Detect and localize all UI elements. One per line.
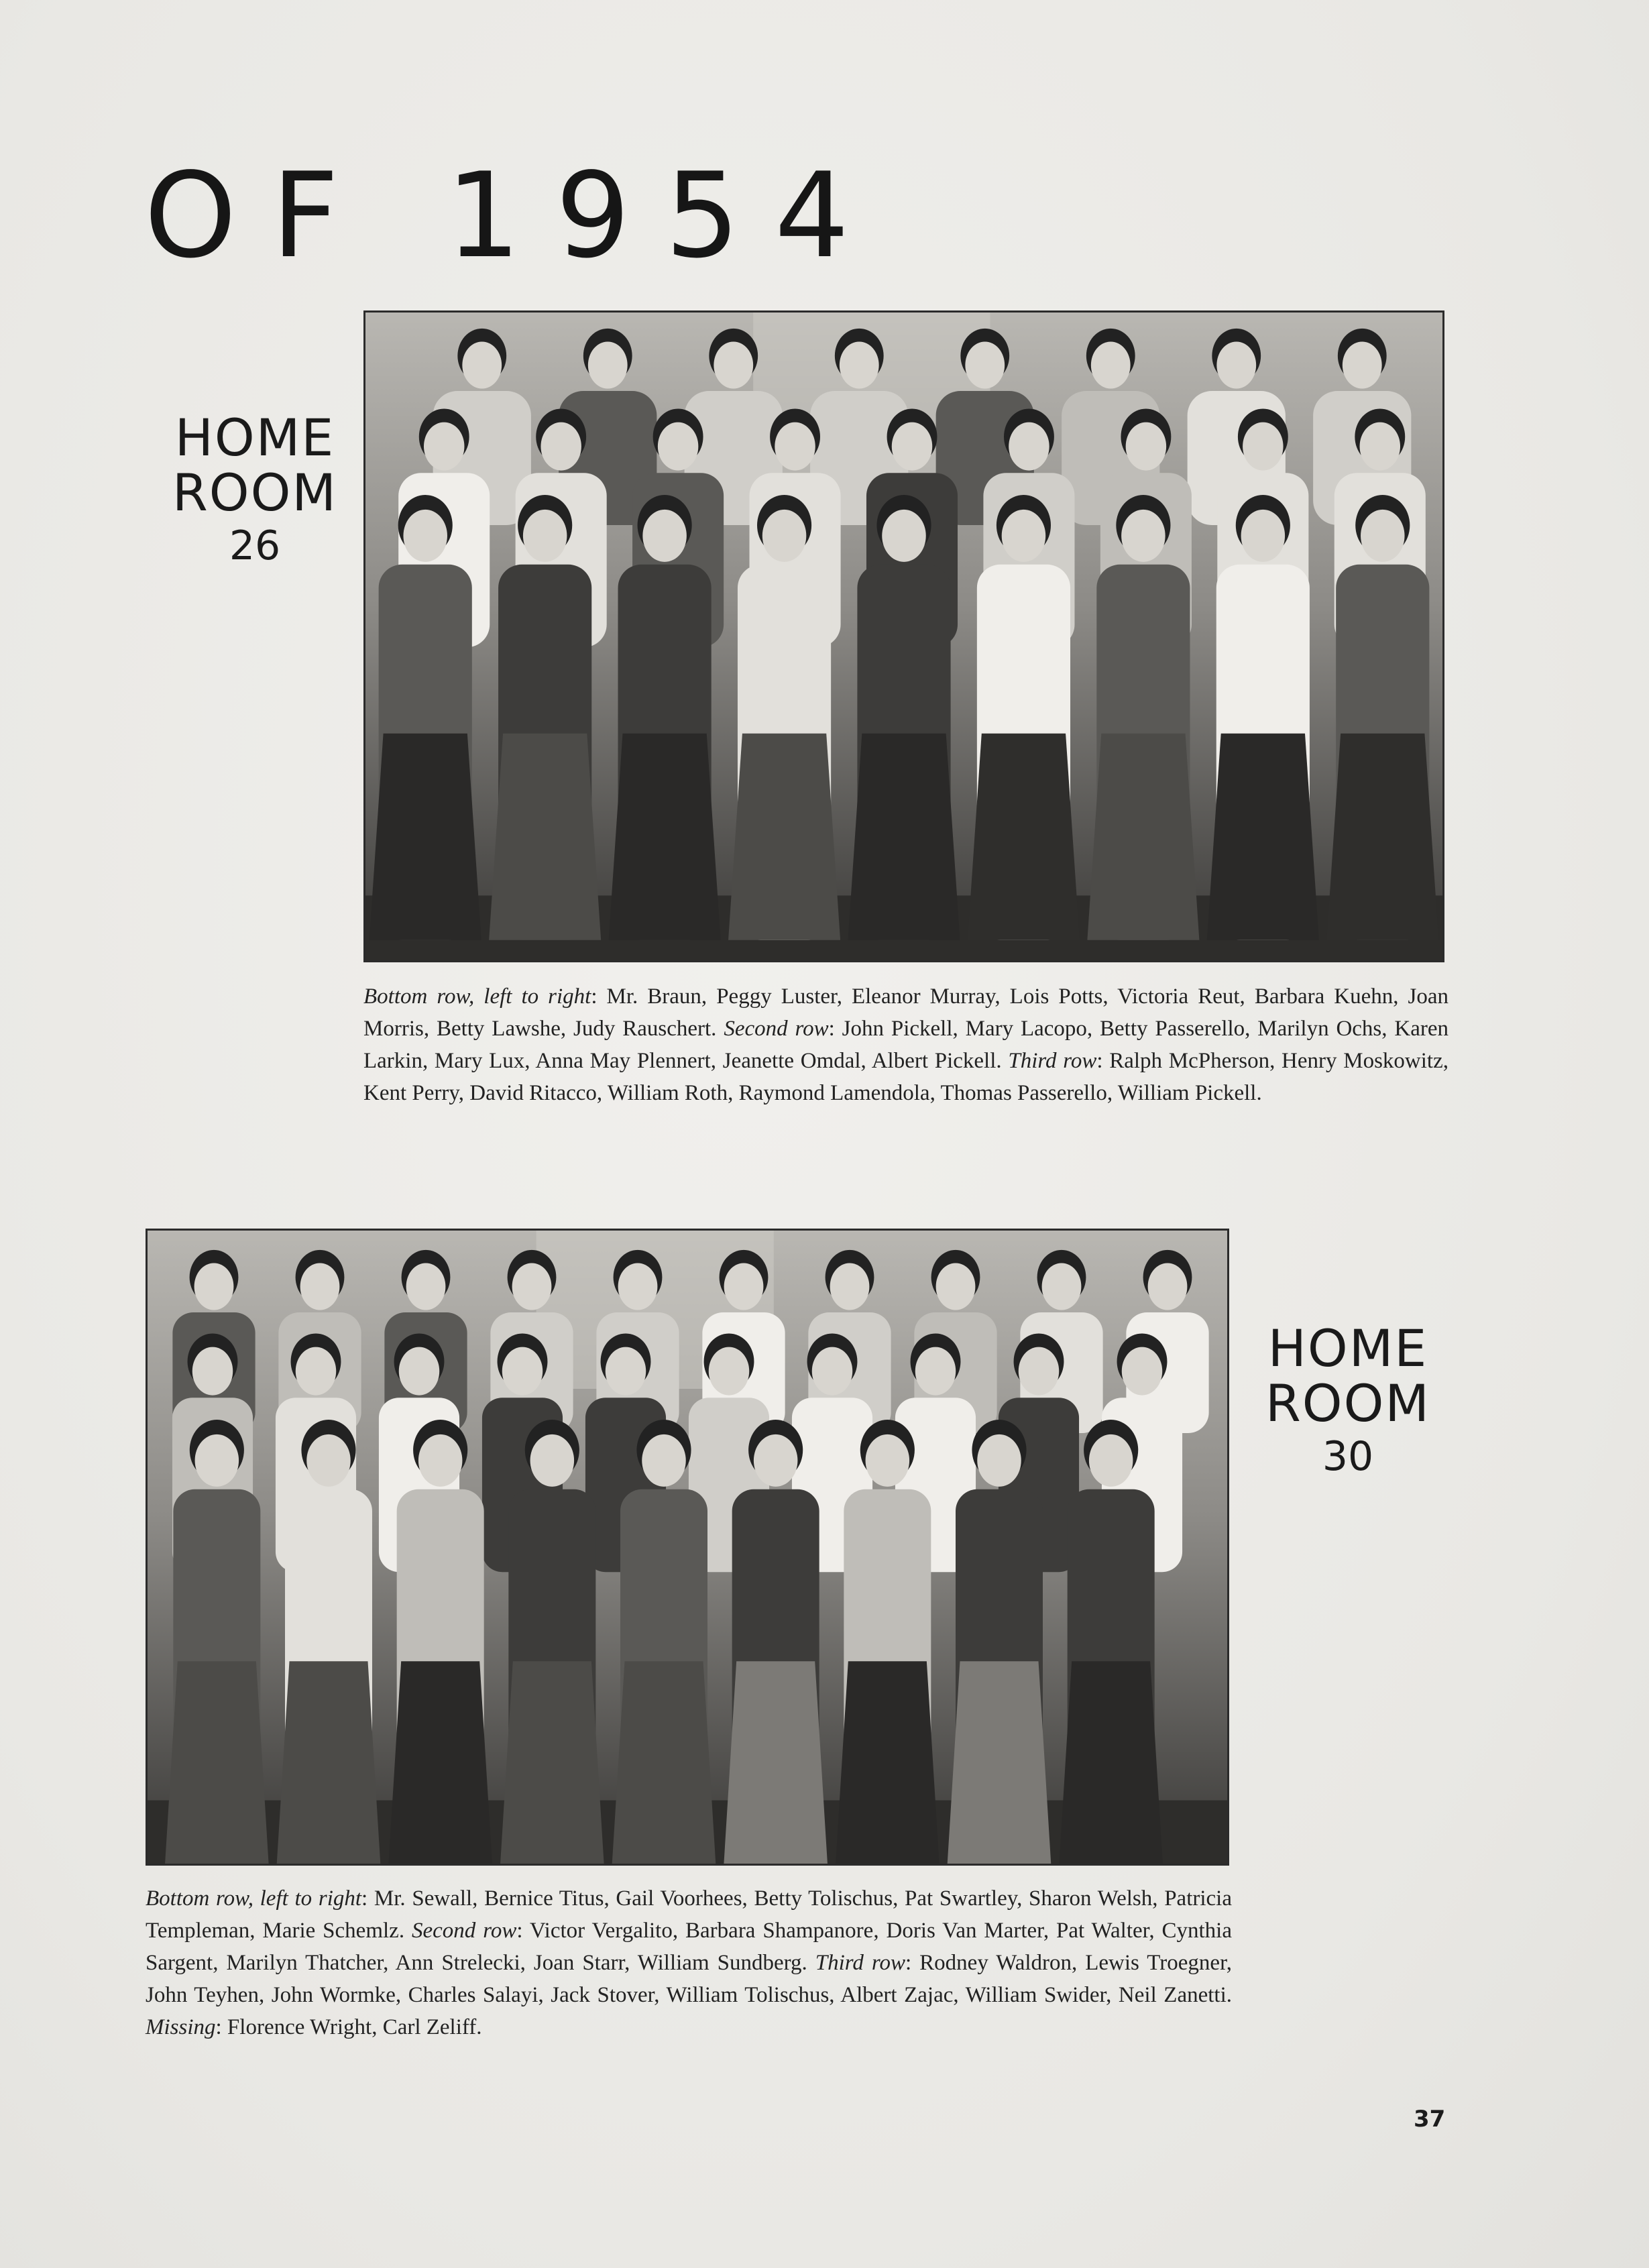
caption-row-label: Third row: [1008, 1049, 1097, 1073]
caption-names: : Mr. Braun, Peggy Luster, Eleanor Murray, Lois Potts, Victoria Reut, Barbara Kuehn, Joan Morris, Betty Lawshe, Judy Rauschert.: [363, 984, 1448, 1041]
caption-row-label: Second row: [412, 1919, 517, 1943]
homeroom-30-caption: [146, 1882, 1232, 2043]
caption-names: : Mr. Sewall, Bernice Titus, Gail Voorhees, Betty Tolischus, Pat Swartley, Sharon Welsh, Patricia Templeman, Marie Schemlz.: [146, 1886, 1232, 1943]
caption-names: : John Pickell, Mary Lacopo, Betty Passerello, Marilyn Ochs, Karen Larkin, Mary Lux, Anna May Plennert, Jeanette Omdal, Albert Pickell.: [363, 1017, 1448, 1073]
homeroom-30-line1: HOME: [1267, 1318, 1428, 1378]
caption-row-label: Bottom row, left to right: [146, 1886, 362, 1911]
caption-row-label: Missing: [146, 2015, 216, 2039]
homeroom-26-class-photo: [363, 310, 1444, 962]
homeroom-30-number: 30: [1322, 1433, 1374, 1481]
homeroom-30-class-photo: [146, 1229, 1229, 1866]
homeroom-26-line1: HOME: [174, 408, 335, 467]
page-heading: OF 1954: [144, 148, 885, 284]
caption-names: : Ralph McPherson, Henry Moskowitz, Kent Perry, David Ritacco, William Roth, Raymond Lamendola, Thomas Passerello, William Pickell.: [363, 1049, 1448, 1105]
homeroom-26-number: 26: [229, 522, 281, 570]
caption-names: : Rodney Waldron, Lewis Troegner, John Teyhen, John Wormke, Charles Salayi, Jack Stover, William Tolischus, Albert Zajac, William Swider, Neil Zanetti.: [146, 1951, 1232, 2007]
caption-names: : Victor Vergalito, Barbara Shampanore, Doris Van Marter, Pat Walter, Cynthia Sargent, Marilyn Thatcher, Ann Strelecki, Joan Starr, William Sundberg.: [146, 1919, 1232, 1975]
homeroom-30-line2: ROOM: [1265, 1373, 1431, 1434]
homeroom-30-label: [1247, 1318, 1448, 1481]
homeroom-26-label: [154, 410, 355, 568]
homeroom-26-caption: [363, 980, 1448, 1109]
caption-row-label: Second row: [724, 1017, 829, 1041]
homeroom-26-line2: ROOM: [172, 463, 338, 523]
page-number: 37: [1414, 2106, 1446, 2133]
caption-row-label: Third row: [815, 1951, 905, 1975]
caption-names: : Florence Wright, Carl Zeliff.: [215, 2015, 482, 2039]
caption-row-label: Bottom row, left to right: [363, 984, 591, 1009]
